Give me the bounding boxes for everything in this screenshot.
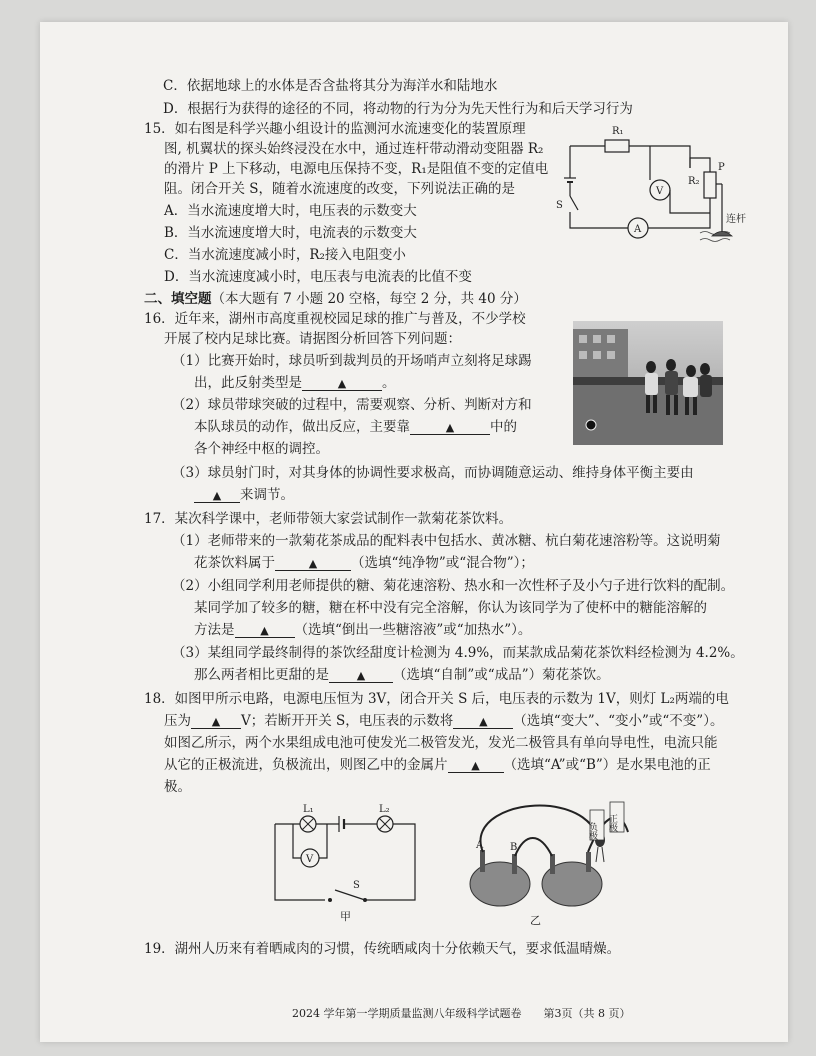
switch-icon [335,890,365,900]
q16-part2-text: 本队球员的动作，做出反应，主要靠 [194,419,410,435]
switch-icon [570,196,578,210]
blank-marker: ▲ [211,715,221,728]
q15-option-c: C．当水流速度减小时，R₂接入电阻变小 [164,247,406,263]
label-p: P [718,162,725,173]
q18-line2 [164,712,723,730]
q17-part2-line1: （2）小组同学利用老师提供的糖、菊花速溶粉、热水和一次性杯子及小勺子进行饮料的配制。 [172,578,735,594]
q15-option-a: A．当水流速度增大时，电压表的示数变大 [164,203,417,219]
q16-part2-line2 [194,418,517,436]
q17-part2-line2: 某同学加了较多的糖，糖在杯中没有完全溶解，你认为该同学为了使杯中的糖能溶解的 [194,600,707,616]
q16-part3-line1: （3）球员射门时，对其身体的协调性要求极高，而协调随意运动、维持身体平衡主要由 [172,465,694,481]
q17-part1-options: （选填“纯净物”或“混合物”）； [351,555,534,571]
q15-stem-line: 的滑片 P 上下移动，电源电压保持不变，R₁是阻值不变的定值电 [164,161,549,177]
label-l2: L₂ [379,804,390,815]
q18-options: （选填“A”或“B”）是水果电池的正 [503,757,711,773]
exam-page [40,22,788,1042]
label-s: S [556,200,563,211]
q18-text: 从它的正极流进，负极流出，则图乙中的金属片 [164,757,448,773]
section-2-header [144,290,527,308]
q16-part3-line2 [194,486,294,504]
q18-line1: 18．如图甲所示电路，电源电压恒为 3V，闭合开关 S 后，电压表的示数为 1V，则灯 L₂两端的电 [144,691,729,707]
q18-options: （选填“变大”、“变小”或“不变”）。 [513,713,724,729]
q16-stem-line: 开展了校内足球比赛。请据图分析回答下列问题： [164,331,461,347]
q15-stem-line: 15．如右图是科学兴趣小组设计的监测河水流速变化的装置原理 [144,121,526,137]
q18-line3: 如图乙所示，两个水果组成电池可使发光二极管发光，发光二极管具有单向导电性，电流只能 [164,735,718,751]
q16-part1-line2 [194,374,396,392]
blank-marker: ▲ [337,377,347,390]
label-a: A [476,840,484,851]
q17-stem: 17．某次科学课中，老师带领大家尝试制作一款菊花茶饮料。 [144,511,513,527]
caption-yi: 乙 [530,914,541,927]
label-negative: 负极 [587,822,597,840]
q15-stem-line: 图, 机翼状的探头始终浸没在水中，通过连杆带动滑动变阻器 R₂ [164,141,544,157]
football-icon [586,420,596,430]
label-b: B [510,842,518,853]
q17-part1-text: 花茶饮料属于 [194,555,275,571]
q16-part2-end: 中的 [490,419,517,435]
blank-marker: ▲ [445,421,455,434]
q19-stem: 19．湖州人历来有着晒咸肉的习惯，传统晒咸肉十分依赖天气，要求低温晴燥。 [144,941,621,957]
r1-resistor-icon [605,140,629,152]
section-2-note: （本大题有 7 小题 20 空格，每空 2 分，共 40 分） [211,291,527,307]
label-r1: R₁ [612,126,624,137]
label-a: A [634,224,642,235]
answer-blank[interactable] [275,556,351,571]
answer-blank[interactable] [191,714,241,729]
q16-part1-text: 出，此反射类型是 [194,375,302,391]
q16-part1-line1: （1）比赛开始时，球员听到裁判员的开场哨声立刻将足球踢 [172,353,532,369]
q16-part2-line1: （2）球员带球突破的过程中，需要观察、分析、判断对方和 [172,397,532,413]
blank-marker: ▲ [356,669,366,682]
q18-line4 [164,756,711,774]
q14-option-d: D．根据行为获得的途径的不同，将动物的行为分为先天性行为和后天学习行为 [163,101,633,117]
answer-blank[interactable] [410,420,490,435]
blank-marker: ▲ [479,715,488,728]
label-s: S [353,880,360,891]
answer-blank[interactable] [194,488,240,503]
figure-yi-fruit-battery [450,792,650,932]
answer-blank[interactable] [453,714,513,729]
football-photo [573,321,723,445]
q18-text: V；若断开开关 S，电压表的示数将 [241,713,454,729]
label-rod: 连杆 [726,214,746,225]
answer-blank[interactable] [329,668,393,683]
answer-blank[interactable] [448,758,504,773]
label-v: V [306,854,314,865]
q16-part3-text: 来调节。 [240,487,294,503]
blank-marker: ▲ [212,489,222,502]
blank-marker: ▲ [308,557,318,570]
label-positive: 正极 [607,814,617,832]
q14-option-c: C．依据地球上的水体是否含盐将其分为海洋水和陆地水 [163,78,498,94]
q17-part2-options: （选填“倒出一些糖溶液”或“加热水”）。 [294,622,532,638]
q18-text: 压为 [164,713,191,729]
q17-part2-line3 [194,621,531,639]
metal-plate-b-icon [512,854,517,874]
figure-jia-circuit [265,802,435,924]
q17-part3-line2 [194,666,610,684]
answer-blank[interactable] [235,623,295,638]
q17-part1-line2 [194,554,534,572]
q17-part3-options: （选填“自制”或“成品”）菊花茶饮。 [393,667,610,683]
metal-plate-a-icon [480,850,485,872]
q17-part3-text: 那么两者相比更甜的是 [194,667,329,683]
q15-circuit-diagram [550,118,750,248]
q15-option-b: B．当水流速度增大时，电流表的示数变大 [164,225,417,241]
answer-blank[interactable] [302,376,382,391]
q15-option-d: D．当水流速度减小时，电压表与电流表的比值不变 [164,269,472,285]
q18-line5: 极。 [164,779,191,795]
label-r2: R₂ [688,176,700,187]
fruit-left-icon [470,862,530,906]
page-footer: 2024 学年第一学期质量监测八年级科学试题卷 第3页（共 8 页） [292,1007,631,1020]
blank-marker: ▲ [260,624,269,637]
q17-part2-text: 方法是 [194,622,235,638]
label-l1: L₁ [303,804,314,815]
q17-part1-line1: （1）老师带来的一款菊花茶成品的配料表中包括水、黄冰糖、杭白菊花速溶粉等。这说明菊 [172,533,721,549]
q16-part1-end: 。 [382,375,396,391]
caption-jia: 甲 [340,910,351,923]
q16-stem-line: 16．近年来，湖州市高度重视校园足球的推广与普及，不少学校 [144,311,526,327]
q17-part3-line1: （3）某组同学最终制得的茶饮经甜度计检测为 4.9%，而某款成品菊花茶饮料经检测为 4.2%。 [172,645,744,661]
q16-part2-line3: 各个神经中枢的调控。 [194,441,329,457]
q15-stem-line: 阻。闭合开关 S，随着水流速度的改变，下列说法正确的是 [164,181,516,197]
section-2-title: 二、填空题 [144,291,212,307]
r2-resistor-icon [704,172,716,198]
label-v: V [656,186,664,197]
blank-marker: ▲ [471,759,480,772]
